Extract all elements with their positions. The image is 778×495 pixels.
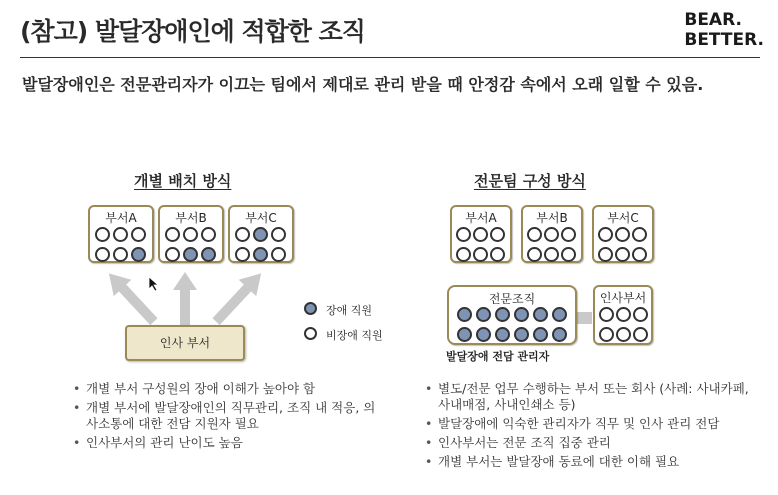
- disabled-employee-dot: [495, 327, 510, 342]
- legend-non-disabled-label: 비장애 직원: [326, 329, 383, 342]
- non-disabled-employee-dot: [490, 247, 505, 262]
- right-hr-label: 인사부서: [599, 291, 647, 305]
- disabled-employee-dot: [253, 227, 268, 242]
- non-disabled-employee-dot: [632, 227, 647, 242]
- non-disabled-employee-dot: [616, 307, 631, 322]
- right-bullet-item: • 별도/전문 업무 수행하는 부서 또는 회사 (사례: 사내카페, 사내매점, 사내인쇄소 등): [422, 381, 762, 413]
- non-disabled-employee-dot: [113, 247, 128, 262]
- arrow-to-dept-c: [207, 265, 270, 330]
- logo-line-1: BEAR.: [684, 10, 742, 30]
- legend-disabled-label: 장애 직원: [326, 304, 373, 317]
- non-disabled-employee-dot: [598, 247, 613, 262]
- right-bullet-item: • 발달장애에 익숙한 관리자가 직무 및 인사 관리 전담: [422, 416, 762, 432]
- specialist-team-caption: 발달장애 전담 관리자: [446, 350, 550, 363]
- specialist-team-label: 전문조직: [488, 292, 536, 306]
- non-disabled-employee-dot: [598, 227, 613, 242]
- non-disabled-employee-dot: [633, 327, 648, 342]
- non-disabled-employee-dot: [615, 247, 630, 262]
- non-disabled-employee-dot: [95, 227, 110, 242]
- left-section-title: 개별 배치 방식: [134, 172, 232, 190]
- left-dept-c: [228, 205, 294, 263]
- disabled-employee-dot: [131, 247, 146, 262]
- left-bullet-item: • 인사부서의 관리 난이도 높음: [70, 435, 380, 451]
- legend-non-disabled-marker: [304, 327, 317, 340]
- mouse-cursor-icon: [148, 276, 160, 292]
- disabled-employee-dot: [476, 327, 491, 342]
- non-disabled-employee-dot: [544, 247, 559, 262]
- dept-label: 부서B: [175, 211, 207, 225]
- non-disabled-employee-dot: [95, 247, 110, 262]
- non-disabled-employee-dot: [271, 227, 286, 242]
- dept-label: 부서A: [465, 211, 497, 225]
- non-disabled-employee-dot: [235, 227, 250, 242]
- left-bullet-list: [70, 381, 380, 454]
- non-disabled-employee-dot: [527, 227, 542, 242]
- right-bullet-item: • 인사부서는 전문 조직 집중 관리: [422, 435, 762, 451]
- non-disabled-employee-dot: [615, 227, 630, 242]
- hr-department-box: 인사 부서: [125, 325, 245, 361]
- disabled-employee-dot: [533, 327, 548, 342]
- right-section-title: 전문팀 구성 방식: [474, 172, 586, 190]
- legend-disabled-marker: [304, 302, 317, 315]
- non-disabled-employee-dot: [544, 227, 559, 242]
- arrow-to-dept-a: [100, 265, 163, 330]
- non-disabled-employee-dot: [599, 307, 614, 322]
- non-disabled-employee-dot: [113, 227, 128, 242]
- non-disabled-employee-dot: [632, 247, 647, 262]
- non-disabled-employee-dot: [201, 227, 216, 242]
- non-disabled-employee-dot: [456, 227, 471, 242]
- disabled-employee-dot: [514, 327, 529, 342]
- non-disabled-employee-dot: [456, 247, 471, 262]
- disabled-employee-dot: [457, 307, 472, 322]
- dept-label: 부서C: [245, 211, 277, 225]
- non-disabled-employee-dot: [561, 247, 576, 262]
- non-disabled-employee-dot: [599, 327, 614, 342]
- disabled-employee-dot: [495, 307, 510, 322]
- non-disabled-employee-dot: [633, 307, 648, 322]
- non-disabled-employee-dot: [616, 327, 631, 342]
- non-disabled-employee-dot: [165, 227, 180, 242]
- disabled-employee-dot: [201, 247, 216, 262]
- non-disabled-employee-dot: [473, 247, 488, 262]
- arrow-to-dept-b: [173, 272, 197, 325]
- left-dept-a: [88, 205, 154, 263]
- left-bullet-item: • 개별 부서에 발달장애인의 직무관리, 조직 내 적응, 의사소통에 대한 전담 지원자 필요: [70, 400, 380, 432]
- disabled-employee-dot: [552, 327, 567, 342]
- dept-label: 부서B: [536, 211, 568, 225]
- lead-statement: 발달장애인은 전문관리자가 이끄는 팀에서 제대로 관리 받을 때 안정감 속에서 오래 일할 수 있음.: [22, 75, 704, 94]
- right-hr-department: [593, 285, 653, 345]
- right-bullet-item: • 개별 부서는 발달장애 동료에 대한 이해 필요: [422, 454, 762, 470]
- dept-label: 부서A: [105, 211, 137, 225]
- specialist-team-box: [447, 285, 577, 345]
- non-disabled-employee-dot: [235, 247, 250, 262]
- right-dept-b: [521, 205, 583, 263]
- non-disabled-employee-dot: [561, 227, 576, 242]
- disabled-employee-dot: [253, 247, 268, 262]
- right-bullet-list: [422, 381, 762, 473]
- logo-line-2: BETTER.: [684, 30, 764, 50]
- disabled-employee-dot: [476, 307, 491, 322]
- left-bullet-item: • 개별 부서 구성원의 장애 이해가 높아야 함: [70, 381, 380, 397]
- dept-label: 부서C: [607, 211, 639, 225]
- disabled-employee-dot: [533, 307, 548, 322]
- disabled-employee-dot: [514, 307, 529, 322]
- non-disabled-employee-dot: [131, 227, 146, 242]
- page-title: (참고) 발달장애인에 적합한 조직: [20, 17, 365, 46]
- right-dept-c: [592, 205, 654, 263]
- right-dept-a: [450, 205, 512, 263]
- non-disabled-employee-dot: [527, 247, 542, 262]
- disabled-employee-dot: [457, 327, 472, 342]
- non-disabled-employee-dot: [165, 247, 180, 262]
- non-disabled-employee-dot: [183, 227, 198, 242]
- disabled-employee-dot: [183, 247, 198, 262]
- non-disabled-employee-dot: [473, 227, 488, 242]
- left-dept-b: [158, 205, 224, 263]
- non-disabled-employee-dot: [490, 227, 505, 242]
- disabled-employee-dot: [552, 307, 567, 322]
- non-disabled-employee-dot: [271, 247, 286, 262]
